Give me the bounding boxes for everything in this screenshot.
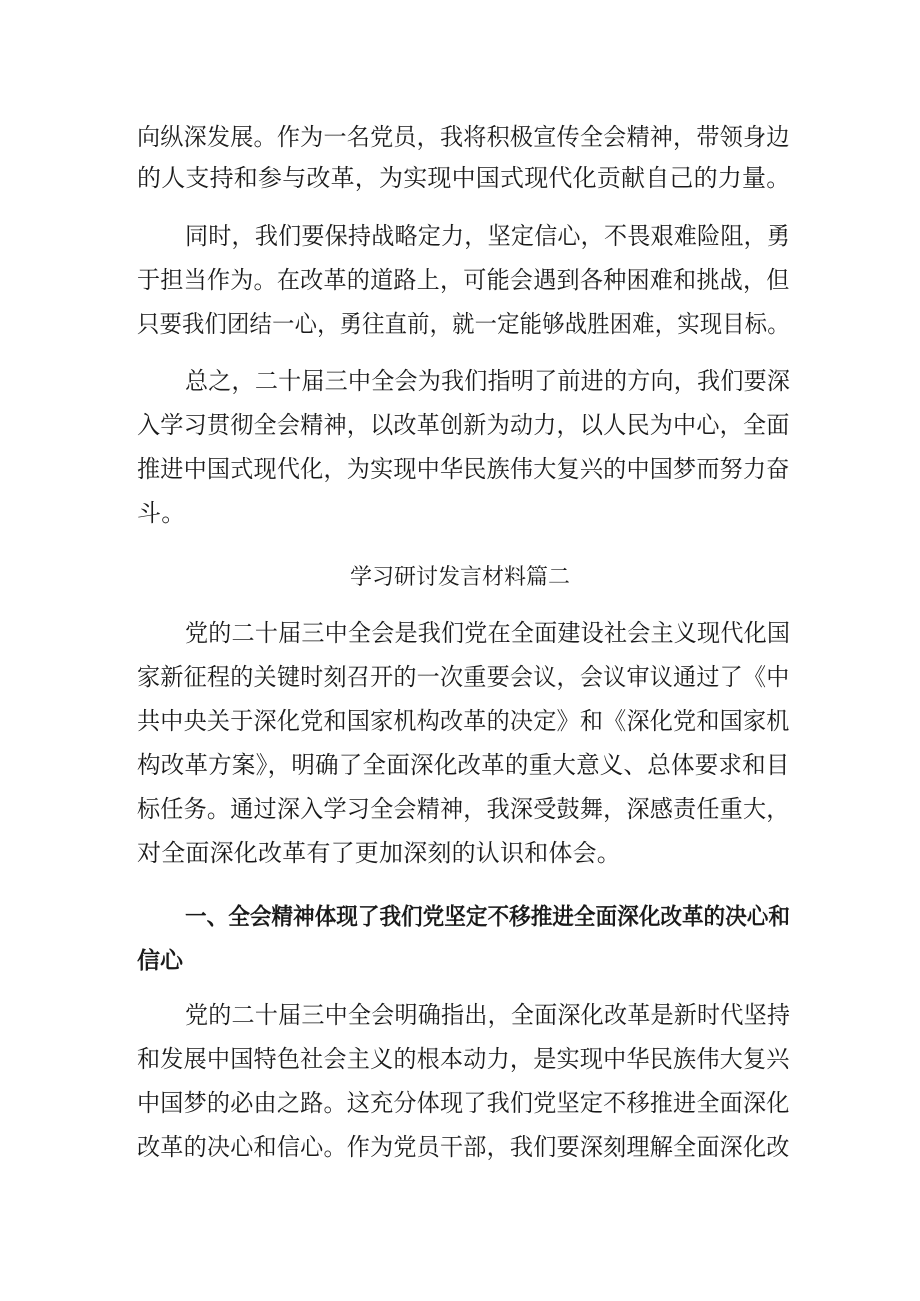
paragraph-line: 家新征程的关键时刻召开的一次重要会议，会议审议通过了《中 — [137, 663, 790, 691]
paragraph-line: 标任务。通过深入学习全会精神，我深受鼓舞，深感责任重大， — [137, 795, 790, 823]
paragraph-line: 党的二十届三中全会明确指出，全面深化改革是新时代坚持 — [185, 1001, 791, 1029]
paragraph-line: 党的二十届三中全会是我们党在全面建设社会主义现代化国 — [185, 619, 791, 647]
subheading-line: 一、全会精神体现了我们党坚定不移推进全面深化改革的决心和 — [185, 904, 790, 930]
paragraph-line: 同时，我们要保持战略定力，坚定信心，不畏艰难险阻，勇 — [185, 222, 791, 250]
paragraph-line: 的人支持和参与改革，为实现中国式现代化贡献自己的力量。 — [137, 164, 791, 192]
paragraph-line: 总之，二十届三中全会为我们指明了前进的方向，我们要深 — [185, 367, 791, 395]
paragraph-line: 向纵深发展。作为一名党员，我将积极宣传全会精神，带领身边 — [137, 123, 790, 151]
paragraph-line: 推进中国式现代化，为实现中华民族伟大复兴的中国梦而努力奋 — [137, 455, 790, 483]
paragraph-line: 只要我们团结一心，勇往直前，就一定能够战胜困难，实现目标。 — [137, 310, 790, 338]
paragraph-line: 斗。 — [137, 499, 186, 527]
paragraph-line: 中国梦的必由之路。这充分体现了我们党坚定不移推进全面深化 — [137, 1089, 790, 1117]
paragraph-line: 入学习贯彻全会精神，以改革创新为动力，以人民为中心，全面 — [137, 411, 790, 439]
paragraph-line: 于担当作为。在改革的道路上，可能会遇到各种困难和挑战，但 — [137, 266, 790, 294]
paragraph-line: 构改革方案》，明确了全面深化改革的重大意义、总体要求和目 — [137, 751, 790, 779]
paragraph-line: 共中央关于深化党和国家机构改革的决定》和《深化党和国家机 — [137, 707, 790, 735]
section-title: 学习研讨发言材料篇二 — [349, 565, 570, 590]
paragraph-line: 对全面深化改革有了更加深刻的认识和体会。 — [137, 839, 621, 867]
paragraph-line: 和发展中国特色社会主义的根本动力，是实现中华民族伟大复兴 — [137, 1045, 790, 1073]
paragraph-line: 改革的决心和信心。作为党员干部，我们要深刻理解全面深化改 — [137, 1133, 790, 1161]
subheading-line: 信心 — [137, 948, 183, 974]
